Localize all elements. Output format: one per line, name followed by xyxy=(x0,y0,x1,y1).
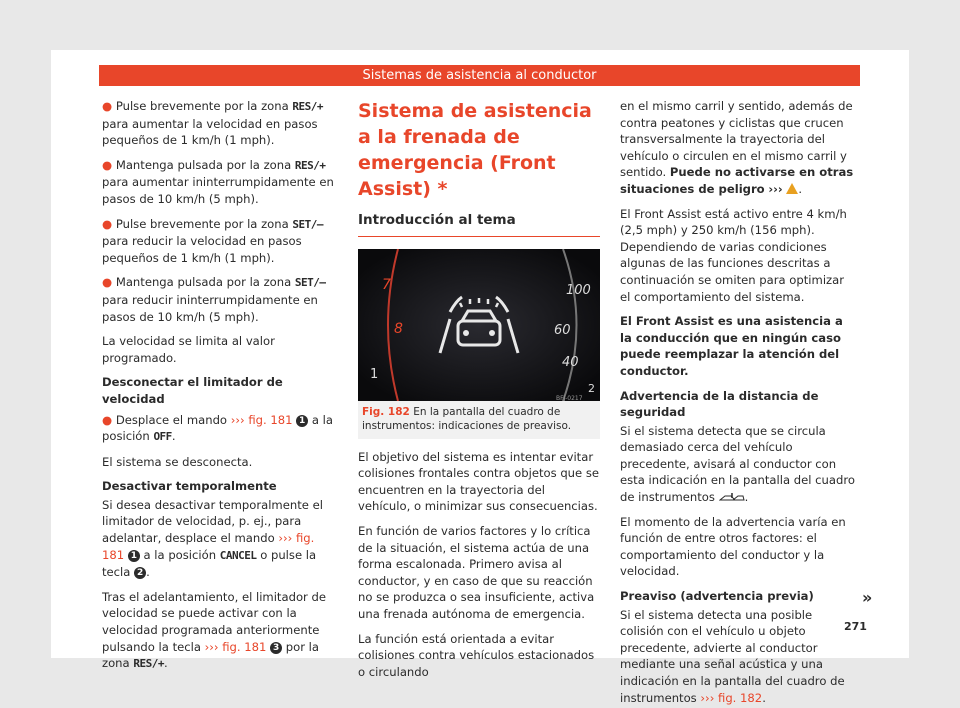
paragraph-assistance-note: El Front Assist es una asistencia a la conducción que en ningún caso puede reemplazar la atención del conductor. xyxy=(620,314,843,378)
gauge-label: 40 xyxy=(562,354,579,370)
bullet-off: ● Desplace el mando ››› fig. 181 1 a la posición OFF. xyxy=(102,412,333,444)
paragraph-objective: El objetivo del sistema es intentar evitar colisiones frontales contra objetos que se encuentren en la trayectoria del vehículo, o minimizar sus consecuencias. xyxy=(358,449,600,514)
page-number: 271 xyxy=(844,620,867,633)
fig-link[interactable]: ››› fig. 181 xyxy=(102,531,315,562)
bullet-dot-icon: ● xyxy=(102,412,113,427)
paragraph-distance-warning: Si el sistema detecta que se circula demasiado cerca del vehículo precedente, avisará al conductor con esta indicación en la pantalla del cuadro de instrumentos . xyxy=(620,423,855,505)
key-tag: OFF xyxy=(153,430,172,444)
paragraph-function: En función de varios factores y lo crítica de la situación, el sistema actúa de una forma escalonada. Primero avisa al conductor, y en caso de que su reacción no se produzca o sea insuficiente, activa una frenada autónoma de emergencia. xyxy=(358,523,595,621)
paragraph-warning-timing: El momento de la advertencia varía en función de entre otros factores: el comportamiento del conductor y la velocidad. xyxy=(620,514,846,579)
gauge-label: 8 xyxy=(394,320,403,337)
bullet-dot-icon: ● xyxy=(102,157,113,172)
key-tag: RES/+ xyxy=(292,100,324,113)
key-tag: SET/– xyxy=(292,217,324,231)
section-subtitle: Introducción al tema xyxy=(358,212,600,237)
figure-code: BFJ-0217 xyxy=(556,394,583,401)
callout-number: 1 xyxy=(296,415,308,427)
fig-link[interactable]: ››› fig. 181 xyxy=(230,412,293,427)
gauge-label: 1 xyxy=(370,366,379,382)
key-tag: RES/+ xyxy=(133,657,164,671)
bullet-dot-icon: ● xyxy=(102,216,113,231)
gauge-label: 60 xyxy=(554,322,571,338)
paragraph-orientation: La función está orientada a evitar colisiones contra vehículos estacionados o circulando xyxy=(358,631,595,679)
bullet-dot-icon: ● xyxy=(102,99,113,113)
callout-number: 1 xyxy=(128,550,140,562)
heading-prewarning: Preaviso (advertencia previa) xyxy=(620,589,814,604)
bullet-res-long: ● Mantenga pulsada por la zona RES/+ para aumentar ininterrumpidamente en pasos de 10 km/h (5 mph). xyxy=(102,157,334,206)
paragraph-limit: La velocidad se limita al valor programado. xyxy=(102,334,275,365)
column-3 xyxy=(620,98,858,708)
paragraph-continuation: en el mismo carril y sentido, además de contra peatones y ciclistas que crucen transversalmente la trayectoria del vehículo o circulen en el mismo carril y sentido. Puede no activarse en otras situaciones de peligro ››› . xyxy=(620,99,854,196)
column-1 xyxy=(102,98,340,681)
fig-link[interactable]: ››› fig. 181 xyxy=(204,639,267,654)
column-2 xyxy=(358,98,600,688)
bullet-set-long: ● Mantenga pulsada por la zona SET/– para reducir ininterrumpidamente en pasos de 10 km/h (5 mph). xyxy=(102,275,326,324)
gauge-label: 2 xyxy=(588,381,595,395)
distance-warning-icon xyxy=(719,492,745,502)
key-tag: CANCEL xyxy=(219,548,257,562)
caption-text: En la pantalla del cuadro de instrumentos: indicaciones de preaviso. xyxy=(362,405,572,432)
warning-triangle-icon xyxy=(786,183,798,194)
page-header: Sistemas de asistencia al conductor xyxy=(99,65,860,86)
heading-distance-warning: Advertencia de la distancia de seguridad xyxy=(620,388,819,420)
gauge-label: 7 xyxy=(382,276,391,293)
bullet-set-short: ● Pulse brevemente por la zona SET/– para reducir la velocidad en pasos pequeños de 1 km/h (1 mph). xyxy=(102,216,324,265)
paragraph-prewarning: Si el sistema detecta una posible colisión con el vehículo u objeto precedente, advierte al conductor mediante una señal acústica y una indicación en la pantalla del cuadro de instrumentos ››› fig. 182. xyxy=(620,607,845,705)
caption-fig-label: Fig. 182 xyxy=(362,405,410,418)
paragraph-temporary: Si desea desactivar temporalmente el limitador de velocidad, p. ej., para adelantar, desplace el mando ››› fig. 181 1 a la posición CANCEL o pulse la tecla 2 . xyxy=(102,497,323,580)
paragraph-off: El sistema se desconecta. xyxy=(102,454,253,469)
continue-arrow: » xyxy=(862,588,873,607)
bullet-dot-icon: ● xyxy=(102,275,113,290)
fig-link[interactable]: ››› fig. 182 xyxy=(700,690,763,705)
key-tag: SET/– xyxy=(294,276,326,290)
section-title: Sistema de asistencia a la frenada de emergencia (Front Assist) * xyxy=(358,100,592,200)
callout-number: 3 xyxy=(270,642,282,654)
figure-caption xyxy=(358,401,600,439)
key-tag: RES/+ xyxy=(294,158,326,172)
bullet-res-short: ● Pulse brevemente por la zona RES/+ para aumentar la velocidad en pasos pequeños de 1 km/h (1 mph). xyxy=(102,99,324,148)
figure-182-instrument-cluster xyxy=(358,249,600,401)
callout-number: 2 xyxy=(134,567,146,579)
heading-disconnect: Desconectar el limitador de velocidad xyxy=(102,375,283,406)
heading-temporary: Desactivar temporalmente xyxy=(102,479,277,494)
warning-link[interactable]: ››› xyxy=(768,181,783,196)
gauge-label: 100 xyxy=(566,282,591,298)
paragraph-after: Tras el adelantamiento, el limitador de velocidad se puede activar con la velocidad programada anteriormente pulsando la tecla ››› fig. 181 3 por la zona RES/+. xyxy=(102,589,326,671)
paragraph-active-range: El Front Assist está activo entre 4 km/h (2,5 mph) y 250 km/h (156 mph). Dependiendo de varias condiciones algunas de las funciones descritas a continuación se omiten para optimizar el comportamiento del sistema. xyxy=(620,206,847,304)
